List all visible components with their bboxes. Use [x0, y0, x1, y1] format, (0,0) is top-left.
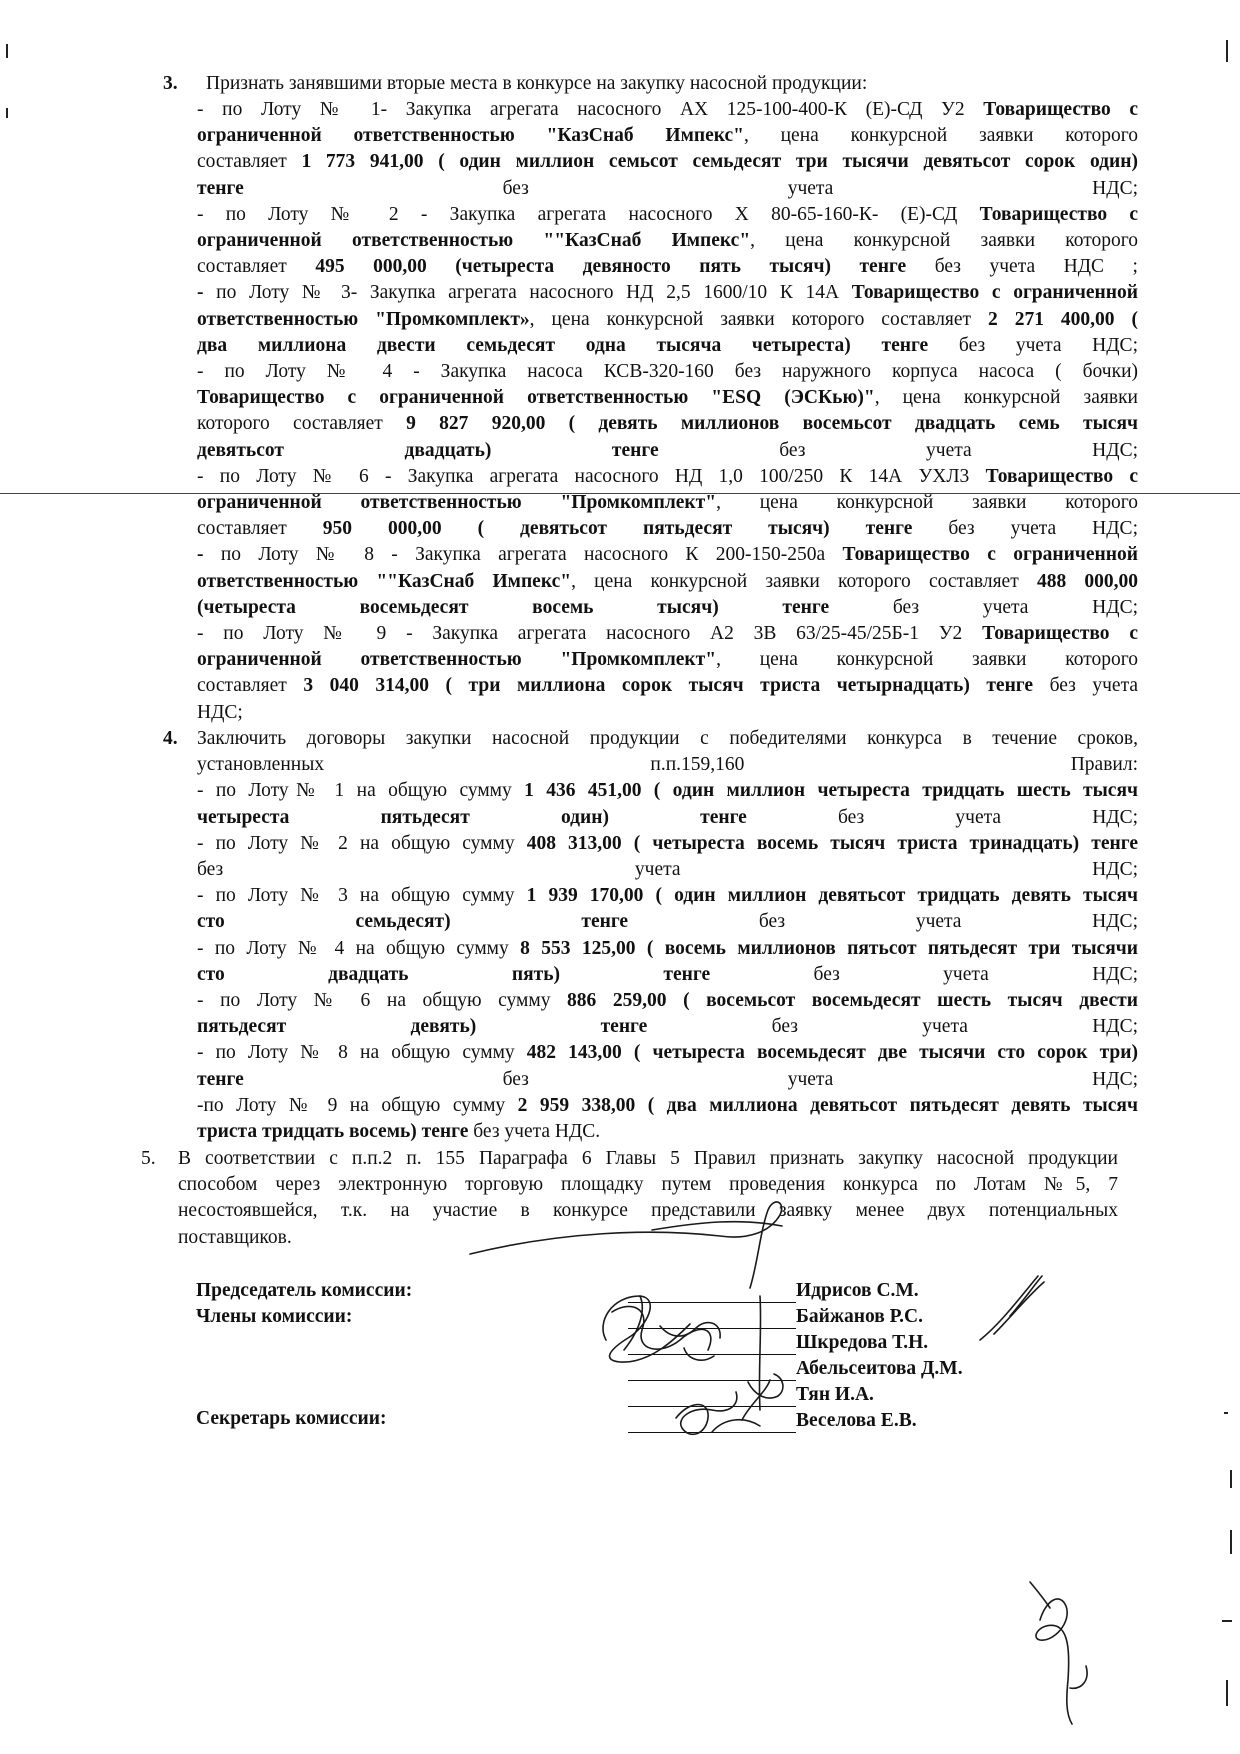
- bold-text-run: 9 827 920,00 ( девять миллионов восемьсот двадцать семь тысяч: [406, 413, 1139, 435]
- bold-text-run: 495 000,00 (четыреста девяносто пять тысяч) тенге: [315, 256, 907, 278]
- text-run: по Лоту № 8 - Закупка агрегата насосного К 200-150-250а: [220, 544, 843, 566]
- section-3-number: 3.: [163, 73, 178, 94]
- text-run: - по Лоту № 3 на общую сумму: [197, 885, 527, 907]
- text-run: без учета: [1033, 675, 1139, 697]
- text-run: - по Лоту № 4 - Закупка насоса КСВ-320-160 без наружного корпуса насоса ( бочки): [197, 361, 1138, 383]
- bold-text-run: -: [197, 282, 217, 304]
- text-run: - по Лоту № 4 на общую сумму: [197, 937, 521, 959]
- bold-text-run: Товарищество с ограниченной ответственностью "ESQ (ЭСКью)": [197, 387, 875, 409]
- bold-text-run: 2 959 338,00 ( два миллиона девятьсот пятьдесят девять тысяч: [517, 1094, 1138, 1116]
- text-run: без учета НДС;: [928, 334, 1138, 356]
- text-run: , цена конкурсной заявки которого: [716, 649, 1138, 671]
- text-run: без учета НДС;: [243, 177, 1138, 199]
- text-run: - по Лоту № 6 на общую сумму: [197, 990, 568, 1012]
- text-run: , цена конкурсной заявки которого составляет: [571, 570, 1037, 592]
- text-run: составляет: [197, 518, 323, 540]
- bold-text-run: 3 040 314,00 ( три миллиона сорок тысяч триста четырнадцать) тенге: [303, 675, 1034, 697]
- text-run: без учета НДС;: [647, 1016, 1138, 1038]
- text-run: способом через электронную торговую площадку путем проведения конкурса по Лотам №5, 7: [178, 1174, 1118, 1196]
- bold-text-run: Товарищество с ограниченной: [842, 544, 1138, 566]
- text-run: , цена конкурсной заявки которого: [743, 125, 1138, 147]
- section-5-number: 5.: [141, 1148, 156, 1169]
- members-label: Члены комиссии:: [196, 1306, 353, 1327]
- text-run: составляет: [197, 675, 304, 697]
- bold-text-run: 2 271 400,00 (: [988, 308, 1138, 330]
- bold-text-run: 1 939 170,00 ( один миллион девятьсот тридцать девять тысяч: [526, 885, 1139, 907]
- text-run: установленных п.п.159,160 Правил:: [197, 754, 1138, 776]
- text-run: поставщиков.: [178, 1226, 292, 1248]
- bold-text-run: ответственностью "Промкомплект»: [197, 308, 530, 330]
- text-run: составляет: [197, 151, 302, 173]
- bold-text-run: Товарищество с: [985, 465, 1138, 487]
- text-run: без учета НДС;: [710, 963, 1138, 985]
- bold-text-run: (четыреста восемьдесят восемь тысяч) тенге: [197, 596, 830, 618]
- bold-text-run: сто семьдесят) тенге: [197, 911, 629, 933]
- bold-text-run: сто двадцать пять) тенге: [197, 963, 711, 985]
- text-run: , цена конкурсной заявки которого: [716, 492, 1138, 514]
- text-run: без учета НДС;: [829, 596, 1138, 618]
- text-run: В соответствии с п.п.2 п. 155 Параграфа 6 Главы 5 Правил признать закупку насосной продукции: [178, 1148, 1118, 1169]
- signatory-name: Абельсеитова Д.М.: [796, 1358, 963, 1379]
- bold-text-run: 8 553 125,00 ( восемь миллионов пятьсот пятьдесят три тысячи: [520, 937, 1138, 959]
- text-run: без учета НДС;: [197, 859, 1138, 881]
- bold-text-run: два миллиона двести семьдесят одна тысяча четыреста) тенге: [197, 334, 929, 356]
- text-run: - по Лоту № 2 - Закупка агрегата насосного Х 80-65-160-К- (Е)-СД: [197, 203, 980, 225]
- text-run: - по Лоту № 2 на общую сумму: [197, 832, 527, 854]
- bold-text-run: ограниченной ответственностью "Промкомплект": [197, 649, 717, 671]
- text-run: , цена конкурсной заявки которого: [750, 230, 1138, 252]
- bold-text-run: девятьсот двадцать) тенге: [197, 439, 659, 461]
- signatory-name: Шкредова Т.Н.: [796, 1332, 929, 1353]
- text-run: - по Лоту № 6 - Закупка агрегата насосного НД 1,0 100/250 К 14А УХЛ3: [197, 465, 986, 487]
- text-run: без учета НДС;: [243, 1068, 1138, 1090]
- text-run: НДС;: [197, 701, 243, 723]
- bold-text-run: 488 000,00: [1036, 570, 1139, 592]
- bold-text-run: ограниченной ответственностью "Промкомплект": [197, 492, 717, 514]
- section-3-intro: Признать занявшими вторые места в конкурсе на закупку насосной продукции:: [206, 73, 868, 94]
- chairman-label: Председатель комиссии:: [196, 1280, 413, 1301]
- signatory-name: Идрисов С.М.: [796, 1280, 919, 1301]
- bold-text-run: 1 773 941,00 ( один миллион семьсот семьдесят три тысячи девятьсот сорок один): [301, 151, 1138, 173]
- bold-text-run: Товарищество с: [979, 203, 1138, 225]
- text-run: несостоявшейся, т.к. на участие в конкурсе представили заявку менее двух потенциальных: [178, 1200, 1118, 1222]
- bold-text-run: Товарищество с: [982, 623, 1138, 645]
- text-run: без учета НДС ;: [906, 256, 1138, 278]
- bold-text-run: триста тридцать восемь) тенге: [197, 1121, 469, 1143]
- bold-text-run: тенге: [197, 1068, 244, 1090]
- bold-text-run: 408 313,00 ( четыреста восемь тысяч триста тринадцать) тенге: [526, 832, 1138, 854]
- text-run: - по Лоту№ 1 на общую сумму: [197, 780, 525, 802]
- signatory-name: Тян И.А.: [796, 1384, 874, 1405]
- bold-text-run: ответственностью ""КазСнаб Импекс": [197, 570, 572, 592]
- bold-text-run: -: [197, 544, 221, 566]
- bold-text-run: пятьдесят девять) тенге: [197, 1016, 648, 1038]
- section-4-number: 4.: [163, 728, 178, 749]
- bold-text-run: Товарищество с: [983, 99, 1139, 120]
- text-run: Заключить договоры закупки насосной продукции с победителями конкурса в течение сроков,: [197, 728, 1138, 749]
- text-run: -по Лоту № 9 на общую сумму: [197, 1094, 518, 1116]
- bold-text-run: 1 436 451,00 ( один миллион четыреста тридцать шесть тысяч: [524, 780, 1139, 802]
- bold-text-run: Товарищество с ограниченной: [851, 282, 1138, 304]
- text-run: по Лоту № 3- Закупка агрегата насосного НД 2,5 1600/10 К 14А: [216, 282, 852, 304]
- bold-text-run: четыреста пятьдесят один) тенге: [197, 806, 747, 828]
- text-run: без учета НДС;: [658, 439, 1138, 461]
- text-run: которого составляет: [197, 413, 407, 435]
- text-run: - по Лоту № 1- Закупка агрегата насосного АХ 125-100-400-К (Е)-СД У2: [197, 99, 984, 120]
- secretary-label: Секретарь комиссии:: [196, 1408, 387, 1429]
- signatory-name: Байжанов Р.С.: [796, 1306, 923, 1327]
- text-run: без учета НДС.: [468, 1121, 601, 1143]
- bold-text-run: тенге: [197, 177, 244, 199]
- bold-text-run: ограниченной ответственностью "КазСнаб Импекс": [197, 125, 744, 147]
- bold-text-run: 482 143,00 ( четыреста восемьдесят две тысячи сто сорок три): [526, 1042, 1138, 1064]
- bold-text-run: 886 259,00 ( восемьсот восемьдесят шесть тысяч двести: [567, 990, 1138, 1012]
- text-run: - по Лоту № 9 - Закупка агрегата насосного А2 3В 63/25-45/25Б-1 У2: [197, 623, 983, 645]
- text-run: , цена конкурсной заявки: [874, 387, 1138, 409]
- text-run: без учета НДС;: [628, 911, 1138, 933]
- text-run: без учета НДС;: [912, 518, 1138, 540]
- bold-text-run: ограниченной ответственностью ""КазСнаб Импекс": [197, 230, 751, 252]
- text-run: без учета НДС;: [746, 806, 1138, 828]
- bold-text-run: 950 000,00 ( девятьсот пятьдесят тысяч) тенге: [322, 518, 913, 540]
- text-run: , цена конкурсной заявки которого составляет: [529, 308, 989, 330]
- text-run: - по Лоту № 8 на общую сумму: [197, 1042, 527, 1064]
- text-run: составляет: [197, 256, 316, 278]
- signatory-name: Веселова Е.В.: [796, 1410, 917, 1431]
